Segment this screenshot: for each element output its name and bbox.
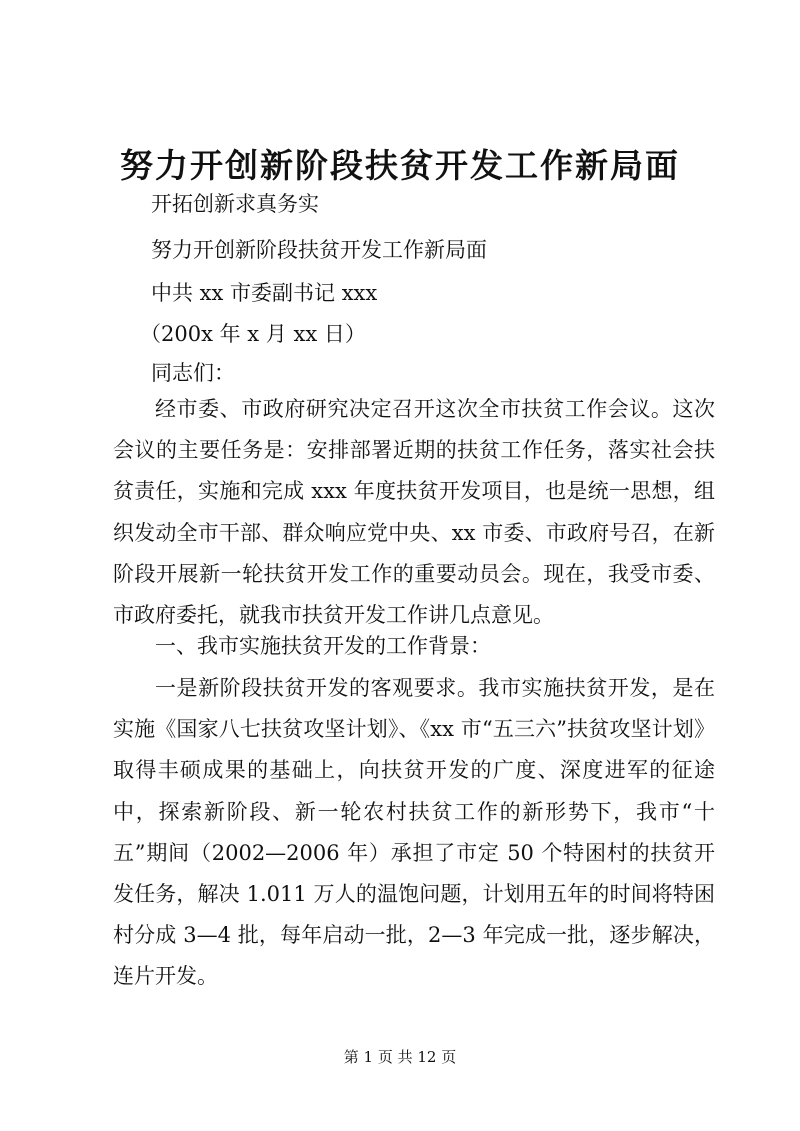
section-heading: 一、我市实施扶贫开发的工作背景：: [155, 634, 491, 658]
subtitle-line-2: 努力开创新阶段扶贫开发工作新局面: [151, 238, 487, 262]
paragraph-background: 一是新阶段扶贫开发的客观要求。我市实施扶贫开发，是在实施《国家八七扶贫攻坚计划》、《xx 市“五三六”扶贫攻坚计划》取得丰硕成果的基础上，向扶贫开发的广度、深度进军的征途中，探索新阶段、新一轮农村扶贫工作的新形势下，我市“十五”期间（2002—2006 年）承担了市定 50 个特困村的扶贫开发任务，解决 1.011 万人的温饱问题，计划用五年的时间将特困村分成 3—4 批，每年启动一批，2—3 年完成一批，逐步解决，连片开发。: [113, 676, 715, 989]
salutation: 同志们：: [151, 361, 235, 385]
document-title: 努力开创新阶段扶贫开发工作新局面: [120, 146, 680, 185]
author-line: 中共 xx 市委副书记 xxx: [151, 281, 378, 305]
subtitle-line-1: 开拓创新求真务实: [151, 192, 319, 216]
page-footer: 第 1 页 共 12 页: [343, 1048, 457, 1066]
date-line: （200x 年 x 月 xx 日）: [140, 322, 366, 346]
paragraph-intro: 经市委、市政府研究决定召开这次全市扶贫工作会议。这次会议的主要任务是：安排部署近期的扶贫工作任务，落实社会扶贫责任，实施和完成 xxx 年度扶贫开发项目，也是统一思想，组织发动全市干部、群众响应党中央、xx 市委、市政府号召，在新阶段开展新一轮扶贫开发工作的重要动员会。现在，我受市委、市政府委托，就我市扶贫开发工作讲几点意见。: [113, 397, 715, 628]
